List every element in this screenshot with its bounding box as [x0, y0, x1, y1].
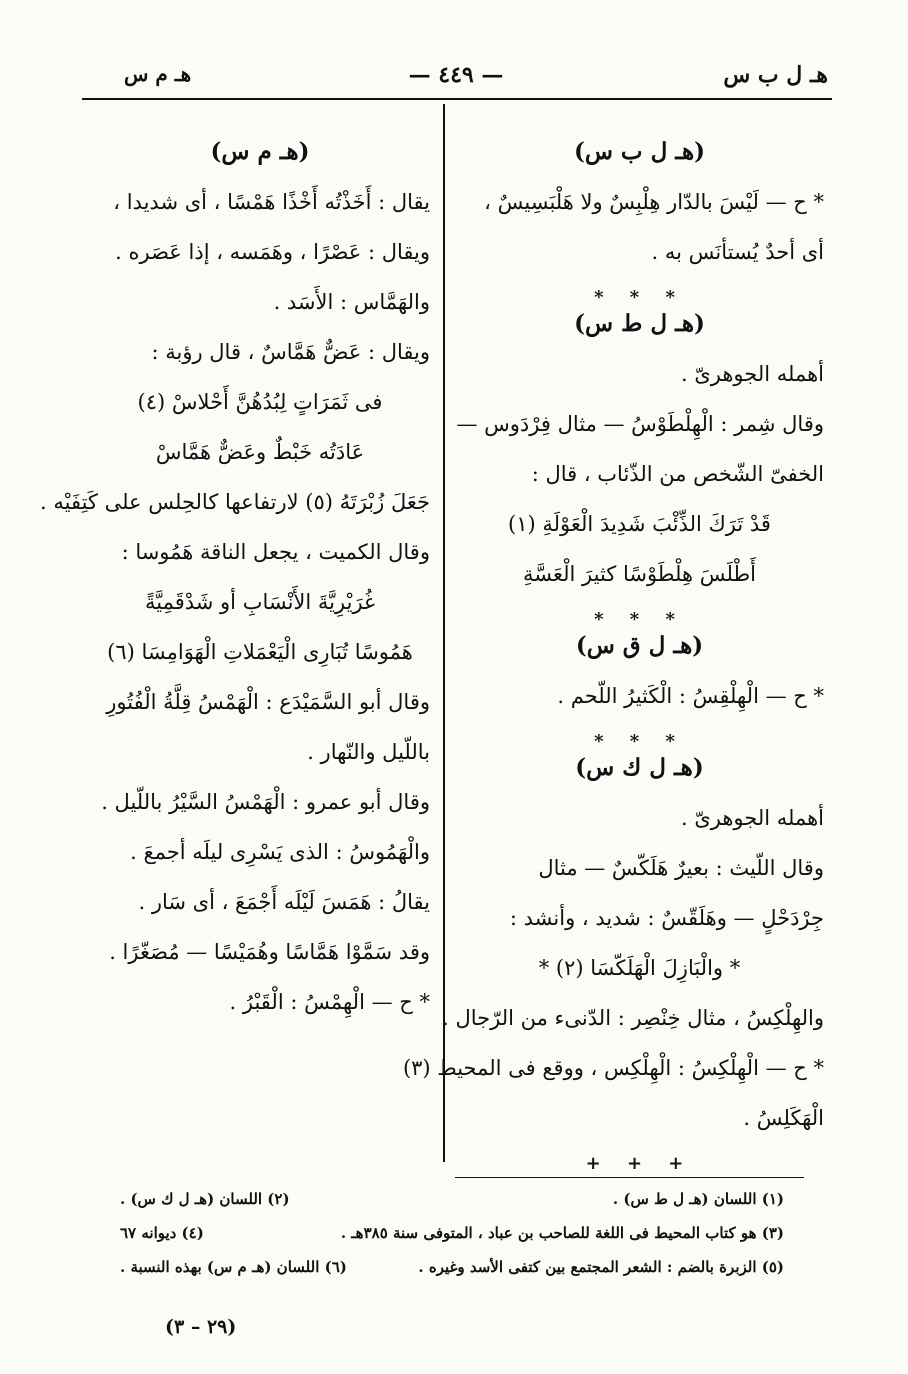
text-line: * ح — لَيْسَ بالدّار هِلْبِسٌ ولا هَلْبَسِيسٌ ، — [484, 190, 824, 214]
text-line: وقال اللّيث : بعيرٌ هَلَكّسٌ — مثال — [538, 856, 824, 880]
text-line: باللّيل والنّهار . — [307, 740, 430, 764]
entry-heading: (هـ ل ق س) — [575, 632, 704, 659]
footnote-rule — [455, 1177, 804, 1178]
text-line: أى أحدٌ يُستأنَس به . — [651, 240, 824, 264]
footnote: (٥) الزبرة بالضم : الشعر المجتمع بين كتفى الأسد وغيره . — [418, 1258, 784, 1276]
text-line: وقال شِمر : الْهِلْطَوْسُ — مثال فِرْدَوس — — [456, 412, 824, 436]
entry-heading: (هـ ل ط س) — [574, 310, 705, 337]
text-line: غُرَيْرِيَّةَ الأَنْسَابِ أو شَدْقَمِيَّةً — [144, 590, 376, 614]
header-rule — [82, 98, 832, 100]
header-root-right: هـ ل ب س — [723, 62, 828, 88]
text-line: أهمله الجوهرىّ . — [680, 806, 824, 830]
text-line: * ح — الْهِلْقِسُ : الْكَثيرُ اللّحم . — [557, 684, 824, 708]
text-line: يقال : أَخَذْتُه أَخْذًا هَمْسًا ، أى شديدا ، — [113, 190, 430, 214]
footnote: (٣) هو كتاب المحيط فى اللغة للصاحب بن عباد ، المتوفى سنة ٣٨٥هـ . — [340, 1224, 784, 1242]
footnote-row — [120, 1224, 784, 1258]
footnote: (٢) اللسان (هـ ل ك س) . — [120, 1190, 290, 1208]
text-line: والْهَمُوسُ : الذى يَسْرِى ليلَه أجمعَ . — [130, 840, 430, 864]
text-line: وقال الكميت ، يجعل الناقة هَمُوسا : — [121, 540, 430, 564]
header-root-left: هـ م س — [124, 62, 192, 86]
footnote: (٤) ديوانه ٦٧ — [120, 1224, 204, 1242]
text-line: يقالُ : هَمَسَ لَيْلَه أَجْمَعَ ، أى سَار . — [138, 890, 430, 914]
text-line: ويقال : عَضٌّ هَمَّاسٌ ، قال رؤبة : — [151, 340, 430, 364]
footnote-row — [120, 1190, 784, 1224]
separator-stars: * * * — [594, 609, 685, 630]
text-line: ويقال : عَصْرًا ، وهَمَسه ، إذا عَصَره . — [115, 240, 430, 264]
text-line: أهمله الجوهرىّ . — [680, 362, 824, 386]
text-line: * والْبَازِلَ الْهَلَكّسَا (٢) * — [538, 956, 741, 980]
entry-heading: (هـ ل ب س) — [573, 138, 706, 165]
page-number: — ٤٤٩ — — [408, 62, 504, 88]
text-line: وقال أبو السَّمَيْدَع : الْهَمْسُ قِلَّةُ الْفُتُورِ — [106, 690, 430, 714]
footnote: (٦) اللسان (هـ م س) بهذه النسبة . — [120, 1258, 347, 1276]
text-line: فى ثَمَرَاتٍ لِبُدُهُنَّ أَحْلاسْ (٤) — [137, 390, 383, 414]
text-line: وقد سَمَّوْا هَمَّاسًا وهُمَيْسًا — مُصَغّرًا . — [109, 940, 430, 964]
left-column — [40, 138, 430, 1040]
separator-stars: * * * — [594, 731, 685, 752]
running-header — [84, 62, 828, 96]
column-divider — [443, 104, 445, 1162]
entry-heading: (هـ م س) — [210, 138, 310, 165]
text-line: الْهَكَلِسُ . — [743, 1106, 824, 1130]
signature-mark: (٢٩ – ٣) — [165, 1316, 237, 1338]
text-line: والهِلْكِسُ ، مثال خِنْصِر : الدّنىء من الرّجال . — [442, 1006, 824, 1030]
entry-heading: (هـ ل ك س) — [575, 754, 704, 781]
text-line: والهَمَّاس : الأَسَد . — [273, 290, 430, 314]
text-line: * ح — الْهِمْسُ : الْقَبْرُ . — [229, 990, 430, 1014]
footnotes — [120, 1190, 784, 1292]
footnote: (١) اللسان (هـ ل ط س) . — [612, 1190, 784, 1208]
text-line: قَدْ تَرَكَ الذِّئْبَ شَدِيدَ الْعَوْلَةِ (١) — [508, 512, 771, 536]
text-line: جِرْدَحْلٍ — وهَلَقّسٌ : شديد ، وأنشد : — [509, 906, 824, 930]
text-line: هَمُوسًا تُبَارِى الْيَعْمَلاتِ الْهَوَامِسَا (٦) — [107, 640, 413, 664]
separator-stars: * * * — [594, 287, 685, 308]
text-line: عَادَتُه خَبْطٌ وعَضٌّ هَمَّاسْ — [155, 440, 365, 464]
text-line: الخفىّ الشّخص من الذّئاب ، قال : — [531, 462, 824, 486]
footnote-row — [120, 1258, 784, 1292]
text-line: جَعَلَ زُبْرَتَهُ (٥) لارتفاعها كالحِلس على كَتِفَيْه . — [40, 490, 430, 514]
text-line: أَطْلَسَ هِلْطَوْسًا كثيرَ الْعَسَّةِ — [522, 562, 756, 586]
separator-stars: + + + — [585, 1153, 694, 1174]
right-column — [402, 138, 824, 1178]
text-line: وقال أبو عمرو : الْهَمْسُ السَّيْرُ باللّيل . — [101, 790, 430, 814]
text-line: * ح — الْهِلْكِسُ : الْهِلْكِس ، ووقع فى المحيط (٣) — [402, 1056, 824, 1080]
